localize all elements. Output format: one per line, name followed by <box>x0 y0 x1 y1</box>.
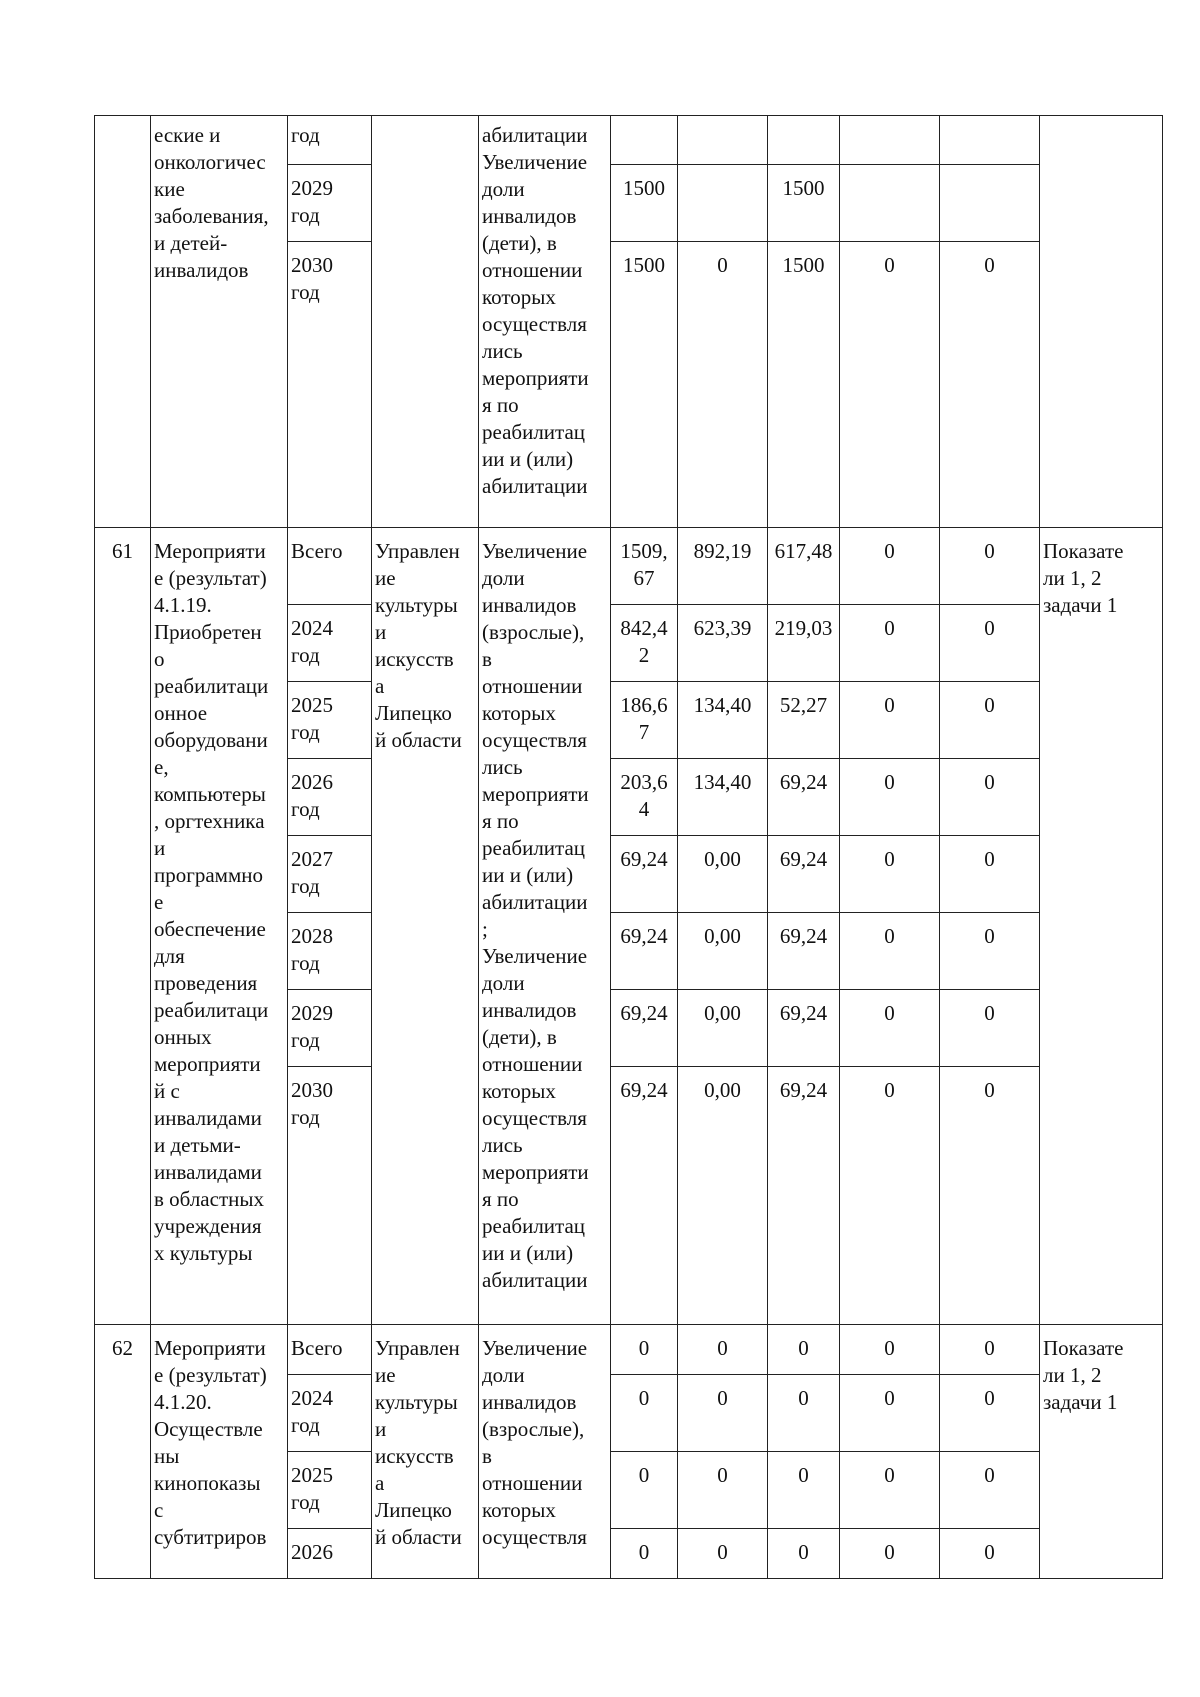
local-cell: 0 <box>840 605 940 682</box>
local-cell <box>840 165 940 242</box>
federal-cell: 892,19 <box>678 528 768 605</box>
indicator-link-cell: Показате ли 1, 2 задачи 1 <box>1040 1325 1163 1579</box>
local-cell: 0 <box>840 913 940 990</box>
other-cell: 0 <box>940 913 1040 990</box>
total-cell <box>611 116 678 165</box>
executor-cell: Управлен ие культуры и искусств а Липецко й области <box>372 1325 479 1579</box>
local-cell: 0 <box>840 1067 940 1325</box>
federal-cell: 0 <box>678 1452 768 1529</box>
local-cell: 0 <box>840 759 940 836</box>
local-cell: 0 <box>840 1325 940 1375</box>
regional-cell: 0 <box>768 1529 840 1579</box>
year-cell: 2030 год <box>288 1067 372 1325</box>
measure-name-cell: еские и онкологичес кие заболевания, и детей- инвалидов <box>151 116 288 528</box>
federal-cell: 0 <box>678 1529 768 1579</box>
total-cell: 69,24 <box>611 1067 678 1325</box>
other-cell: 0 <box>940 682 1040 759</box>
other-cell <box>940 116 1040 165</box>
other-cell: 0 <box>940 836 1040 913</box>
total-cell: 186,6 7 <box>611 682 678 759</box>
total-cell: 1500 <box>611 165 678 242</box>
federal-cell: 623,39 <box>678 605 768 682</box>
year-cell: 2029 год <box>288 990 372 1067</box>
executor-cell <box>372 116 479 528</box>
local-cell: 0 <box>840 990 940 1067</box>
federal-cell: 0,00 <box>678 836 768 913</box>
federal-cell: 0 <box>678 1375 768 1452</box>
total-cell: 69,24 <box>611 990 678 1067</box>
num-cell: 62 <box>95 1325 151 1579</box>
federal-cell <box>678 165 768 242</box>
regional-cell: 52,27 <box>768 682 840 759</box>
federal-cell: 0 <box>678 1325 768 1375</box>
local-cell: 0 <box>840 836 940 913</box>
regional-cell: 219,03 <box>768 605 840 682</box>
total-cell: 0 <box>611 1452 678 1529</box>
other-cell: 0 <box>940 1529 1040 1579</box>
other-cell <box>940 165 1040 242</box>
year-cell: 2026 год <box>288 759 372 836</box>
regional-cell <box>768 116 840 165</box>
indicator-cell: Увеличение доли инвалидов (взрослые), в отношении которых осуществля лись мероприяти я по реабилитац ии и (или) абилитации ; Увеличение доли инвалидов (дети), в отношении которых осуществля лись мероприяти я по реабилитац ии и (или) абилитации <box>479 528 611 1325</box>
regional-cell: 617,48 <box>768 528 840 605</box>
local-cell: 0 <box>840 528 940 605</box>
table-row <box>95 1325 1163 1375</box>
indicator-cell: Увеличение доли инвалидов (взрослые), в отношении которых осуществля <box>479 1325 611 1579</box>
federal-cell <box>678 116 768 165</box>
total-cell: 69,24 <box>611 913 678 990</box>
other-cell: 0 <box>940 1325 1040 1375</box>
local-cell: 0 <box>840 682 940 759</box>
year-cell: 2026 <box>288 1529 372 1579</box>
indicator-cell: абилитации Увеличение доли инвалидов (дети), в отношении которых осуществля лись мероприяти я по реабилитац ии и (или) абилитации <box>479 116 611 528</box>
regional-cell: 0 <box>768 1325 840 1375</box>
year-cell: Всего <box>288 528 372 605</box>
other-cell: 0 <box>940 1452 1040 1529</box>
other-cell: 0 <box>940 528 1040 605</box>
federal-cell: 134,40 <box>678 682 768 759</box>
federal-cell: 0 <box>678 242 768 528</box>
regional-cell: 1500 <box>768 165 840 242</box>
federal-cell: 0,00 <box>678 913 768 990</box>
local-cell: 0 <box>840 1452 940 1529</box>
total-cell: 1500 <box>611 242 678 528</box>
num-cell <box>95 116 151 528</box>
year-cell: Всего <box>288 1325 372 1375</box>
regional-cell: 69,24 <box>768 1067 840 1325</box>
other-cell: 0 <box>940 242 1040 528</box>
total-cell: 0 <box>611 1529 678 1579</box>
year-cell: 2025 год <box>288 1452 372 1529</box>
regional-cell: 0 <box>768 1375 840 1452</box>
indicator-link-cell <box>1040 116 1163 528</box>
year-cell: 2029 год <box>288 165 372 242</box>
regional-cell: 69,24 <box>768 836 840 913</box>
table-row <box>95 528 1163 605</box>
measure-name-cell: Мероприяти е (результат) 4.1.20. Осуществле ны кинопоказы с субтитриров <box>151 1325 288 1579</box>
indicator-link-cell: Показате ли 1, 2 задачи 1 <box>1040 528 1163 1325</box>
regional-cell: 69,24 <box>768 759 840 836</box>
local-cell: 0 <box>840 1375 940 1452</box>
federal-cell: 0,00 <box>678 990 768 1067</box>
total-cell: 0 <box>611 1325 678 1375</box>
other-cell: 0 <box>940 1375 1040 1452</box>
program-measures-table <box>94 115 1163 1579</box>
federal-cell: 134,40 <box>678 759 768 836</box>
regional-cell: 1500 <box>768 242 840 528</box>
num-cell: 61 <box>95 528 151 1325</box>
year-cell: 2024 год <box>288 1375 372 1452</box>
regional-cell: 69,24 <box>768 913 840 990</box>
other-cell: 0 <box>940 759 1040 836</box>
other-cell: 0 <box>940 605 1040 682</box>
executor-cell: Управлен ие культуры и искусств а Липецко й области <box>372 528 479 1325</box>
measure-name-cell: Мероприяти е (результат) 4.1.19. Приобретен о реабилитаци онное оборудовани е, компьютеры , оргтехника и программно е обеспечение для проведения реабилитаци онных мероприяти й с инвалидами и детьми- инвалидами в областных учреждения х культуры <box>151 528 288 1325</box>
year-cell: 2024 год <box>288 605 372 682</box>
total-cell: 69,24 <box>611 836 678 913</box>
year-cell: год <box>288 116 372 165</box>
year-cell: 2027 год <box>288 836 372 913</box>
total-cell: 203,6 4 <box>611 759 678 836</box>
other-cell: 0 <box>940 990 1040 1067</box>
other-cell: 0 <box>940 1067 1040 1325</box>
local-cell: 0 <box>840 1529 940 1579</box>
year-cell: 2025 год <box>288 682 372 759</box>
regional-cell: 69,24 <box>768 990 840 1067</box>
federal-cell: 0,00 <box>678 1067 768 1325</box>
regional-cell: 0 <box>768 1452 840 1529</box>
total-cell: 842,4 2 <box>611 605 678 682</box>
year-cell: 2028 год <box>288 913 372 990</box>
table-row <box>95 116 1163 165</box>
local-cell: 0 <box>840 242 940 528</box>
year-cell: 2030 год <box>288 242 372 528</box>
total-cell: 0 <box>611 1375 678 1452</box>
local-cell <box>840 116 940 165</box>
total-cell: 1509, 67 <box>611 528 678 605</box>
